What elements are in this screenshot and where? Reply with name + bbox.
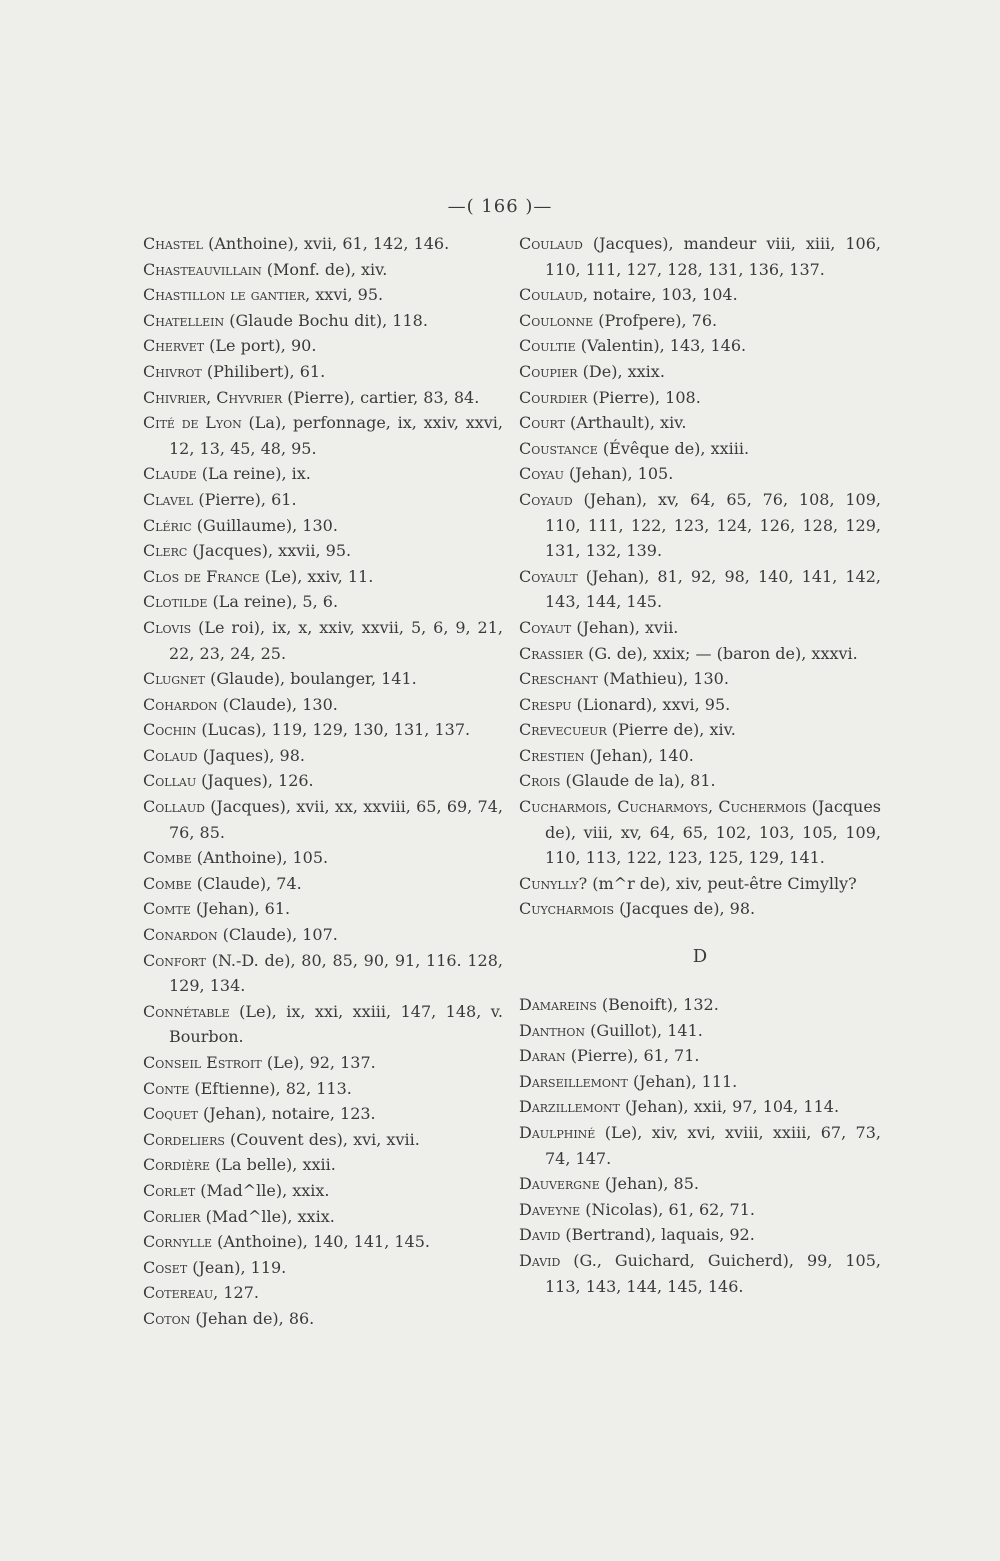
entry-name: Cité de Lyon	[143, 413, 242, 433]
entry-name: Crespu	[519, 694, 572, 714]
entry-references: (G., Guichard, Guicherd), 99, 105, 113, 143, 144, 145, 146.	[545, 1250, 881, 1296]
entry-references: (Profpere), 76.	[593, 310, 718, 330]
index-entry	[519, 1043, 881, 1069]
entry-name: David	[519, 1225, 561, 1245]
entry-name: Crestien	[519, 745, 585, 765]
index-entry	[519, 410, 881, 436]
entry-name: Daveyne	[519, 1199, 581, 1219]
entry-name: Coyau	[519, 464, 564, 484]
entry-references: (De), xxix.	[577, 361, 665, 381]
entry-name: Combe	[143, 848, 192, 868]
entry-references: , 127.	[213, 1283, 259, 1303]
page-number: —( 166 )—	[447, 196, 553, 217]
entry-name: Cochin	[143, 720, 197, 740]
entry-references: (Jacques de), 98.	[613, 899, 756, 919]
entry-name: Clos de France	[143, 566, 260, 586]
entry-name: Coyault	[519, 566, 578, 586]
entry-name: Colaud	[143, 745, 198, 765]
entry-name: Daulphiné	[519, 1123, 596, 1142]
entry-name: Connétable	[143, 1001, 230, 1021]
entry-references: (Glaude de la), 81.	[560, 771, 716, 791]
entry-references: (Jacques), mandeur viii, xiii, 106, 110, 111, 127, 128, 131, 136, 137.	[545, 234, 881, 279]
index-entry	[519, 1069, 881, 1095]
entry-name: Collau	[143, 771, 197, 791]
entry-name: Conseil Estroit	[143, 1053, 262, 1072]
entry-references: (Philibert), 61.	[201, 361, 326, 381]
index-entry	[143, 999, 503, 1050]
entry-name: Damareins	[519, 995, 597, 1015]
entry-references: (La), perfonnage, ix, xxiv, xxvi, 12, 13, 45, 48, 95.	[169, 413, 503, 458]
index-section-c	[519, 231, 881, 922]
index-entry	[519, 1197, 881, 1223]
index-entry	[143, 717, 503, 743]
index-entry	[519, 641, 881, 667]
entry-name: Chervet	[143, 336, 205, 356]
entry-name: Chatellein	[143, 310, 225, 330]
entry-references: (Benoift), 132.	[596, 995, 719, 1015]
entry-references: (Arthault), xiv.	[564, 413, 687, 433]
entry-name: Coustance	[519, 438, 598, 458]
index-entry	[519, 461, 881, 487]
entry-references: (Pierre de), xiv.	[606, 720, 736, 740]
entry-name: Coulonne	[519, 310, 594, 330]
entry-name: Claude	[143, 464, 197, 484]
index-column-right	[519, 231, 881, 1299]
entry-references: (Jehan), 111.	[627, 1071, 738, 1091]
entry-name: Dauvergne	[519, 1174, 600, 1194]
section-heading-d: D	[692, 946, 708, 968]
entry-name: Clerc	[143, 541, 188, 561]
entry-name: Coyaut	[519, 617, 572, 637]
entry-name: Comte	[143, 899, 191, 919]
index-entry	[143, 564, 503, 590]
entry-name: David	[519, 1250, 561, 1270]
entry-name: Coton	[143, 1308, 191, 1328]
entry-references: (Glaude Bochu dit), 118.	[224, 310, 428, 330]
entry-name: Crassier	[519, 643, 584, 663]
index-entry	[519, 385, 881, 411]
index-entry	[519, 564, 881, 615]
entry-references: (Le), xxiv, 11.	[259, 566, 374, 586]
index-entry	[519, 308, 881, 334]
index-entry	[143, 513, 503, 539]
entry-references: (Jean), 119.	[187, 1257, 287, 1277]
entry-references: (Guillaume), 130.	[191, 515, 338, 535]
entry-references: (G. de), xxix; — (baron de), xxxvi.	[583, 643, 858, 663]
entry-references: (Nicolas), 61, 62, 71.	[580, 1199, 755, 1219]
index-entry	[519, 1120, 881, 1171]
entry-references: (m^r de), xiv, peut-être Cimylly?	[587, 873, 857, 893]
entry-references: (Mathieu), 130.	[598, 669, 729, 689]
entry-references: (Jacques), xxvii, 95.	[187, 541, 352, 561]
entry-references: (Jehan), 140.	[584, 745, 694, 765]
index-entry	[519, 1248, 881, 1299]
index-entry	[519, 717, 881, 743]
entry-name: Chivrot	[143, 361, 202, 381]
entry-name: Coquet	[143, 1104, 198, 1124]
index-entry	[143, 948, 503, 999]
index-entry	[143, 385, 503, 411]
entry-references: (Jehan), 105.	[563, 464, 674, 484]
entry-references: (Pierre), 61.	[193, 489, 297, 509]
index-entry	[143, 538, 503, 564]
index-entry	[519, 231, 881, 282]
index-entry	[519, 1222, 881, 1248]
entry-references: (La belle), xxii.	[210, 1155, 336, 1175]
index-entry	[143, 615, 503, 666]
entry-references: (Jaques), 126.	[196, 771, 314, 791]
entry-name: Clotilde	[143, 592, 208, 612]
index-entry	[143, 308, 503, 334]
index-entry	[519, 1171, 881, 1197]
entry-name: Cohardon	[143, 694, 218, 714]
index-entry	[143, 487, 503, 513]
index-entry	[143, 1280, 503, 1306]
entry-references: (Jacques), xvii, xx, xxviii, 65, 69, 74, 76, 85.	[169, 797, 503, 842]
entry-name: Crevecueur	[519, 720, 607, 740]
entry-references: (Le), 92, 137.	[261, 1053, 376, 1072]
entry-name: Corlet	[143, 1180, 196, 1200]
entry-name: Cornylle	[143, 1232, 213, 1252]
entry-name: Chastillon le gantier	[143, 285, 306, 305]
index-entry	[143, 743, 503, 769]
entry-references: (Valentin), 143, 146.	[575, 336, 747, 356]
index-entry	[143, 1255, 503, 1281]
entry-references: (Le roi), ix, x, xxiv, xxvii, 5, 6, 9, 21, 22, 23, 24, 25.	[169, 617, 503, 663]
entry-name: Coset	[143, 1257, 188, 1277]
entry-name: Cordeliers	[143, 1129, 225, 1149]
index-entry	[143, 666, 503, 692]
entry-references: (Le), ix, xxi, xxiii, 147, 148, v. Bourbon.	[169, 1001, 503, 1047]
entry-references: (Eftienne), 82, 113.	[189, 1078, 352, 1098]
entry-name: Cunylly?	[519, 873, 588, 893]
entry-references: (Pierre), 61, 71.	[565, 1046, 700, 1066]
entry-name: Cucharmois, Cucharmoys, Cuchermois	[519, 797, 807, 817]
index-entry	[143, 896, 503, 922]
index-entry	[143, 1204, 503, 1230]
index-entry	[519, 282, 881, 308]
index-entry	[519, 743, 881, 769]
entry-references: (Jehan), 61.	[190, 899, 291, 919]
index-entry	[519, 436, 881, 462]
index-entry	[143, 257, 503, 283]
entry-name: Combe	[143, 873, 192, 893]
index-entry	[143, 794, 503, 845]
entry-references: (Jehan), xv, 64, 65, 76, 108, 109, 110, 111, 122, 123, 124, 126, 128, 129, 131, 132, 139.	[545, 489, 881, 561]
index-entry	[143, 1076, 503, 1102]
entry-references: , notaire, 103, 104.	[582, 285, 738, 305]
entry-name: Collaud	[143, 797, 205, 817]
entry-name: Clugnet	[143, 669, 205, 689]
entry-name: Courdier	[519, 387, 588, 407]
entry-references: (Bertrand), laquais, 92.	[560, 1225, 755, 1245]
index-entry	[519, 1094, 881, 1120]
entry-references: (Jehan), xxii, 97, 104, 114.	[619, 1097, 840, 1117]
entry-references: (Jehan), 85.	[599, 1174, 699, 1194]
index-entry	[519, 1018, 881, 1044]
entry-references: (Évêque de), xxiii.	[597, 438, 750, 458]
entry-references: (Jehan de), 86.	[190, 1308, 315, 1328]
index-entry	[143, 333, 503, 359]
entry-references: (La reine), 5, 6.	[207, 592, 339, 612]
index-section-d	[519, 992, 881, 1299]
entry-references: (La reine), ix.	[196, 464, 311, 484]
index-entry	[519, 333, 881, 359]
entry-name: Chasteauvillain	[143, 259, 262, 279]
entry-name: Cléric	[143, 515, 192, 535]
index-entry	[519, 794, 881, 871]
entry-name: Conte	[143, 1078, 190, 1098]
entry-name: Cotereau	[143, 1283, 214, 1303]
entry-references: (Monf. de), xiv.	[261, 259, 388, 279]
index-entry	[143, 1306, 503, 1332]
entry-name: Clavel	[143, 489, 194, 509]
entry-references: (Mad^lle), xxix.	[200, 1206, 335, 1226]
index-entry	[143, 1229, 503, 1255]
entry-references: (Jacques de), viii, xv, 64, 65, 102, 103, 105, 109, 110, 113, 122, 123, 125, 129, 141.	[545, 797, 882, 868]
entry-name: Daran	[519, 1046, 566, 1066]
entry-name: Chastel	[143, 234, 203, 253]
index-entry	[143, 410, 503, 461]
entry-name: Corlier	[143, 1206, 201, 1226]
index-entry	[519, 692, 881, 718]
entry-name: Creschant	[519, 669, 599, 689]
entry-references: (Anthoine), 105.	[191, 848, 329, 868]
entry-references: (Anthoine), xvii, 61, 142, 146.	[203, 234, 450, 253]
entry-name: Darseillemont	[519, 1071, 628, 1091]
index-entry	[143, 589, 503, 615]
index-entry	[519, 487, 881, 564]
entry-references: (Jehan), xvii.	[571, 617, 679, 637]
index-entry	[143, 922, 503, 948]
entry-name: Darzillemont	[519, 1097, 620, 1117]
entry-references: (Lionard), xxvi, 95.	[571, 694, 731, 714]
entry-references: (N.-D. de), 80, 85, 90, 91, 116. 128, 129, 134.	[169, 950, 503, 996]
index-entry	[143, 1101, 503, 1127]
entry-name: Confort	[143, 950, 206, 970]
entry-name: Conardon	[143, 925, 218, 945]
index-entry	[143, 1050, 503, 1076]
index-entry	[143, 768, 503, 794]
entry-name: Coyaud	[519, 489, 573, 509]
entry-references: (Le), xiv, xvi, xviii, xxiii, 67, 73, 74, 147.	[545, 1123, 881, 1168]
entry-name: Coulaud	[519, 285, 583, 305]
index-entry	[143, 1152, 503, 1178]
entry-references: (Lucas), 119, 129, 130, 131, 137.	[196, 720, 471, 740]
index-entry	[143, 282, 503, 308]
entry-references: (Claude), 74.	[191, 873, 302, 893]
entry-name: Cuycharmois	[519, 899, 614, 919]
entry-references: (Claude), 107.	[217, 925, 338, 945]
entry-name: Coulaud	[519, 234, 583, 253]
index-entry	[143, 845, 503, 871]
index-entry	[519, 896, 881, 922]
entry-references: (Anthoine), 140, 141, 145.	[212, 1232, 430, 1252]
entry-references: (Glaude), boulanger, 141.	[205, 669, 417, 689]
entry-name: Cordière	[143, 1155, 211, 1175]
entry-references: (Le port), 90.	[204, 336, 317, 356]
index-entry	[519, 992, 881, 1018]
index-entry	[143, 231, 503, 257]
index-entry	[519, 871, 881, 897]
entry-references: (Jehan), 81, 92, 98, 140, 141, 142, 143, 144, 145.	[545, 566, 881, 612]
entry-name: Court	[519, 413, 565, 433]
entry-name: Chivrier, Chyvrier	[143, 387, 283, 407]
index-entry	[519, 666, 881, 692]
index-entry	[143, 1127, 503, 1153]
entry-references: (Jehan), notaire, 123.	[197, 1104, 376, 1124]
entry-name: Coupier	[519, 361, 578, 381]
entry-references: (Guillot), 141.	[584, 1020, 703, 1040]
index-column-left	[143, 231, 503, 1332]
entry-references: (Claude), 130.	[217, 694, 338, 714]
index-entry	[519, 359, 881, 385]
index-entry	[143, 1178, 503, 1204]
entry-references: (Couvent des), xvi, xvii.	[224, 1129, 420, 1149]
index-entry	[143, 692, 503, 718]
index-entry	[143, 359, 503, 385]
entry-name: Coultie	[519, 336, 576, 356]
index-entry	[519, 768, 881, 794]
entry-references: (Pierre), 108.	[587, 387, 701, 407]
index-entry	[143, 871, 503, 897]
entry-references: (Jaques), 98.	[197, 745, 305, 765]
entry-references: (Pierre), cartier, 83, 84.	[282, 387, 480, 407]
entry-name: Crois	[519, 771, 561, 791]
entry-references: , xxvi, 95.	[305, 285, 384, 305]
index-entry	[143, 461, 503, 487]
index-entry	[519, 615, 881, 641]
entry-references: (Mad^lle), xxix.	[195, 1180, 330, 1200]
entry-name: Danthon	[519, 1020, 585, 1040]
entry-name: Clovis	[143, 617, 192, 637]
